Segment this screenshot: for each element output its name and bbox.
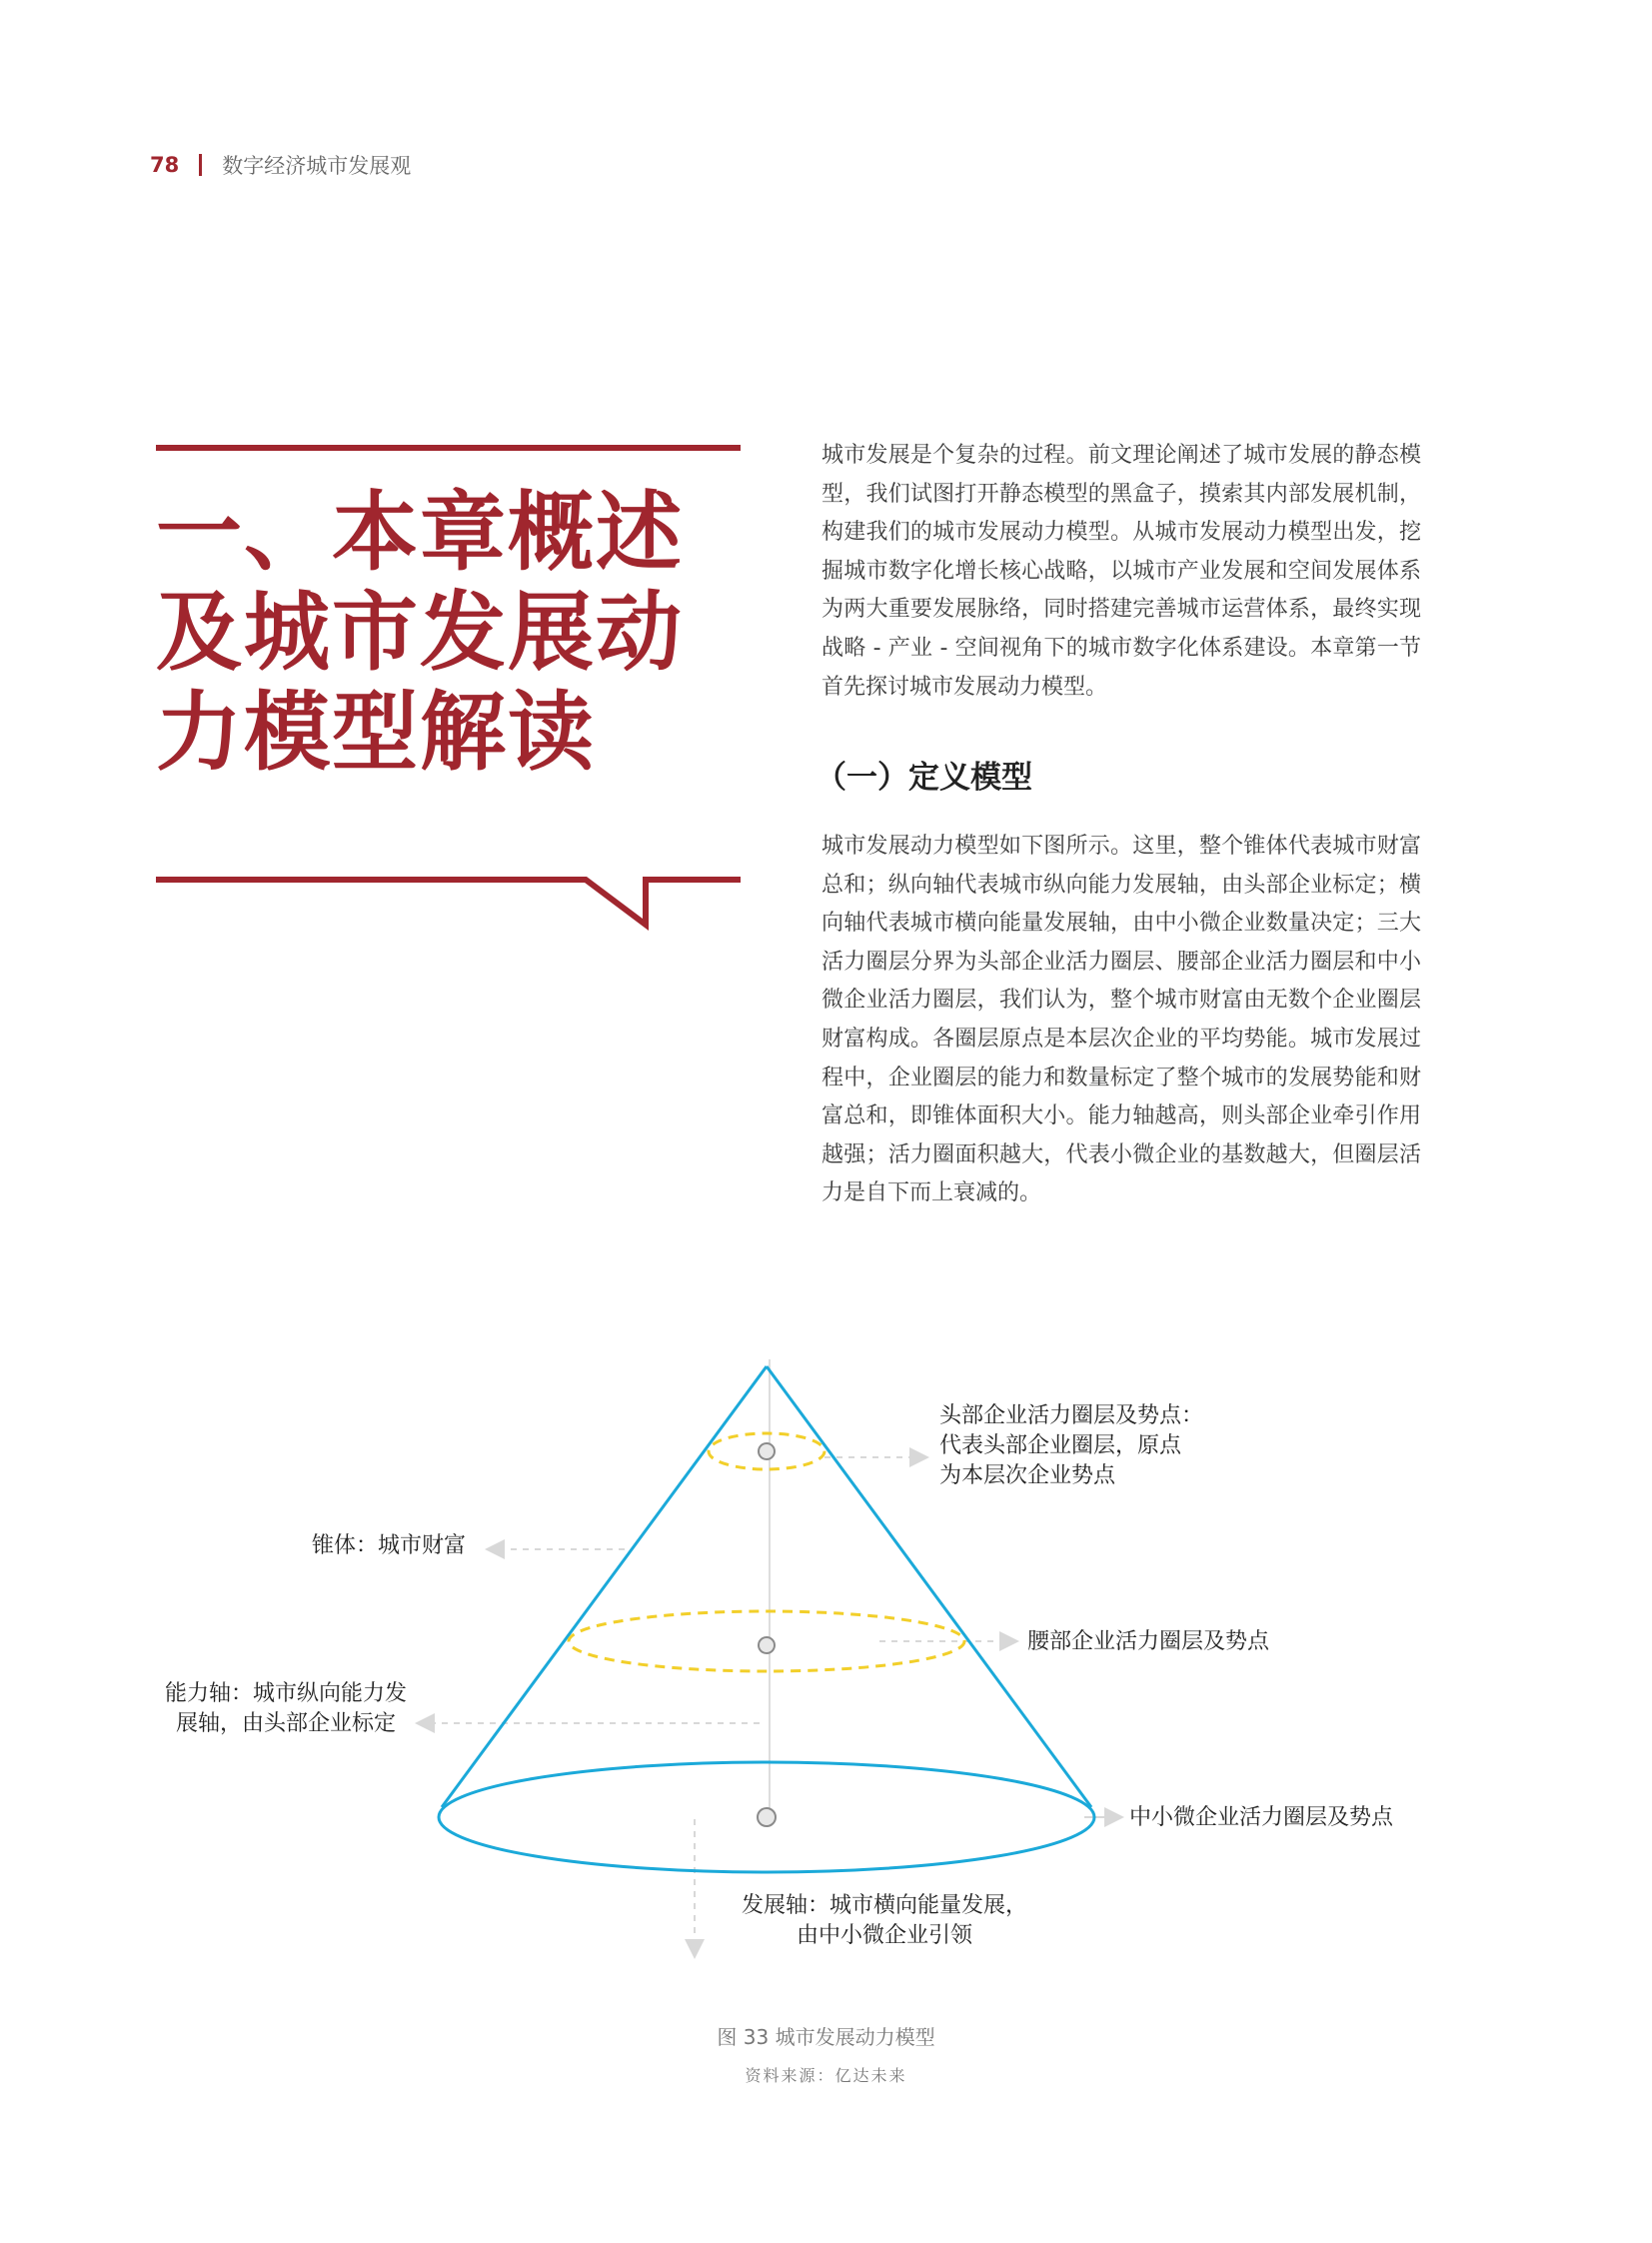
running-header [150, 150, 411, 180]
section-heading: （一）定义模型 [816, 760, 1032, 796]
top-tier-label [939, 1401, 1203, 1491]
figure-source: 资料来源：亿达未来 [745, 2066, 907, 2085]
ability-axis-label-line-1: 能力轴：城市纵向能力发 [164, 1681, 407, 1706]
mid-tier-point [759, 1637, 775, 1653]
top-tier-label-line-1: 头部企业活力圈层及势点： [939, 1403, 1204, 1428]
city-dynamics-diagram [0, 1339, 1652, 1989]
title-callout-rule [156, 875, 756, 935]
header-divider [199, 154, 202, 176]
dev-axis-label-line-1: 发展轴：城市横向能量发展， [741, 1893, 1027, 1918]
cone-left-edge [442, 1366, 767, 1807]
top-tier-point [759, 1443, 775, 1459]
title-top-rule [156, 445, 741, 451]
intro-paragraph: 城市发展是个复杂的过程。前文理论阐述了城市发展的静态模型，我们试图打开静态模型的黑盒子，摸索其内部发展机制，构建我们的城市发展动力模型。从城市发展动力模型出发，挖掘城市数字化增长核心战略，以城市产业发展和空间发展体系为两大重要发展脉络，同时搭建完善城市运营体系，最终实现战略 - 产业 - 空间视角下的城市数字化体系建设。本章第一节首先探讨城市发展动力模型。 [822, 443, 1421, 700]
figure-caption: 图 33 城市发展动力模型 [717, 2025, 935, 2049]
cone-label: 锥体：城市财富 [312, 1533, 467, 1558]
ability-axis-label [155, 1679, 417, 1739]
ability-axis-label-line-2: 展轴，由头部企业标定 [175, 1711, 396, 1736]
section-paragraph: 城市发展动力模型如下图所示。这里，整个锥体代表城市财富总和；纵向轴代表城市纵向能力发展轴，由头部企业标定；横向轴代表城市横向能量发展轴，由中小微企业数量决定；三大活力圈层分界为头部企业活力圈层、腰部企业活力圈层和中小微企业活力圈层，我们认为，整个城市财富由无数个企业圈层财富构成。各圈层原点是本层次企业的平均势能。城市发展过程中，企业圈层的能力和数量标定了整个城市的发展势能和财富总和，即锥体面积大小。能力轴越高，则头部企业牵引作用越强；活力圈面积越大，代表小微企业的基数越大，但圈层活力是自下而上衰减的。 [822, 834, 1421, 1206]
page-number: 78 [150, 153, 180, 177]
book-title: 数字经济城市发展观 [222, 154, 412, 178]
top-tier-label-line-3: 为本层次企业势点 [939, 1463, 1116, 1488]
dev-axis-label [735, 1891, 1034, 1951]
top-tier-label-line-2: 代表头部企业圈层，原点 [939, 1433, 1182, 1458]
chapter-title: 一、本章概述及城市发展动力模型解读 [156, 483, 684, 783]
dev-axis-label-line-2: 由中小微企业引领 [796, 1923, 972, 1948]
mid-tier-label: 腰部企业活力圈层及势点 [1027, 1629, 1270, 1654]
intro-column [822, 437, 1421, 707]
base-tier-label: 中小微企业活力圈层及势点 [1129, 1805, 1394, 1830]
base-tier-point [758, 1808, 776, 1826]
section-column [822, 828, 1421, 1213]
